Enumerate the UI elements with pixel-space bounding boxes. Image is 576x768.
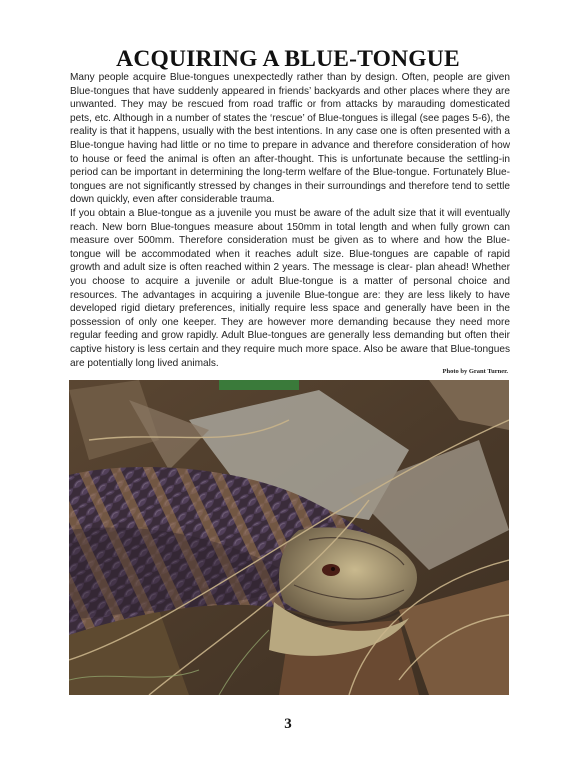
photo-credit: Photo by Grant Turner. (442, 368, 508, 375)
blue-tongue-photo (69, 380, 509, 695)
page-title: ACQUIRING A BLUE-TONGUE (116, 45, 460, 72)
body-paragraph-2: If you obtain a Blue-tongue as a juvenile you must be aware of the adult size that it will eventually reach. New born Blue-tongues measure about 150mm in total length and when fully grown can measure over 500mm. Therefore consideration must be given as to where and how the Blue-tongue will be accommodated when it reaches adult size. Blue-tongues are capable of rapid growth and adult size is often reached within 2 years. The message is clear- plan ahead! Whether you choose to acquire a juvenile or adult Blue-tongue is a matter of personal choice and resources. The advantages in acquiring a juvenile Blue-tongue are: they are less likely to have developed rigid dietary preferences, initially require less space and generally have been in the possession of only one keeper. They are however more demanding because they need more regular feeding and grow rapidly. Adult Blue-tongues are generally less demanding but often their captive history is less certain and they require much more space. Also be aware that Blue-tongues are potentially long lived animals. (70, 208, 510, 369)
body-paragraph-1: Many people acquire Blue-tongues unexpectedly rather than by design. Often, people are given Blue-tongues that have suddenly appeared in friends’ backyards and other places where they are unwanted. They may be rescued from road traffic or from attacks by marauding domesticated pets, etc. Although in a number of states the ‘rescue’ of Blue-tongues is illegal (see pages 5-6), the reality is that it happens, usually with the best intentions. In any case one is often presented with a Blue-tongue having had little or no time to prepare in advance and therefore consideration of how to house or feed the animal is often an after-thought. This is unfortunate because the settling-in period can be important in determining the long-term welfare of the Blue-tongue. Fortunately Blue-tongues are not significantly stressed by changes in their surroundings and therefore tend to settle down quickly, even after considerable trauma. (70, 72, 510, 206)
page-number: 3 (284, 716, 292, 732)
